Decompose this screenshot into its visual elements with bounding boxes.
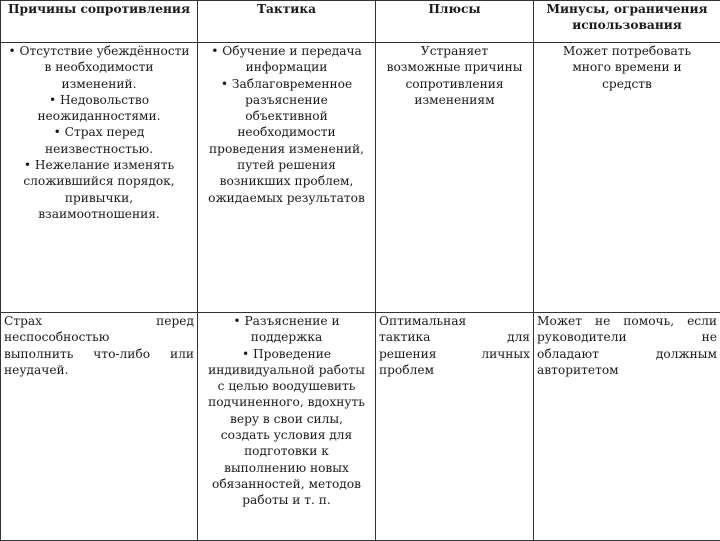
- header-text: использования: [537, 17, 717, 33]
- cell-word: тактика: [379, 329, 430, 345]
- cell-line: Устраняет: [379, 43, 530, 59]
- cell-word: Страх: [4, 313, 42, 329]
- cell-line: поддержка: [201, 329, 372, 345]
- cell-line: [537, 313, 717, 329]
- cell-line: • Нежелание изменять: [4, 157, 194, 173]
- cell-line: изменений.: [4, 76, 194, 92]
- cell-line: с целью воодушевить: [201, 378, 372, 394]
- table-row: [1, 313, 720, 541]
- cell-line: взаимоотношения.: [4, 206, 194, 222]
- cell-word: помочь,: [623, 313, 674, 329]
- cell-line: • Разъяснение и: [201, 313, 372, 329]
- cell-line: работы и т. п.: [201, 492, 372, 508]
- cell-line: [537, 329, 717, 345]
- cell-word: решения: [379, 346, 437, 362]
- cell-word: выполнить: [4, 346, 73, 362]
- cell-line: необходимости: [201, 124, 372, 140]
- cell-cons-2: [534, 313, 720, 541]
- cell-line: сопротивления: [379, 76, 530, 92]
- cell-word: перед: [156, 313, 194, 329]
- cell-causes-1: [1, 43, 198, 313]
- cell-line: путей решения: [201, 157, 372, 173]
- cell-word: что-либо: [93, 346, 150, 362]
- cell-line: подготовки к: [201, 443, 372, 459]
- header-text: Тактика: [201, 1, 372, 17]
- cell-line: неизвестностью.: [4, 141, 194, 157]
- table-header-row: [1, 1, 720, 43]
- cell-tactics-1: [198, 43, 376, 313]
- cell-line: обязанностей, методов: [201, 476, 372, 492]
- cell-line: [379, 329, 530, 345]
- header-text: Плюсы: [379, 1, 530, 17]
- cell-pros-1: [376, 43, 534, 313]
- cell-line: много времени и: [537, 59, 717, 75]
- cell-tactics-2: [198, 313, 376, 541]
- cell-line: неожиданностями.: [4, 108, 194, 124]
- cell-line: [379, 313, 530, 329]
- cell-word: Может: [537, 313, 582, 329]
- cell-line: проведения изменений,: [201, 141, 372, 157]
- cell-line: привычки,: [4, 190, 194, 206]
- cell-line: индивидуальной работы: [201, 362, 372, 378]
- header-text: Причины сопротивления: [4, 1, 194, 17]
- cell-word: не: [702, 329, 717, 345]
- cell-word: руководители: [537, 329, 627, 345]
- cell-line: авторитетом: [537, 362, 717, 378]
- cell-line: неудачей.: [4, 362, 194, 378]
- table-row: [1, 43, 720, 313]
- cell-line: [379, 346, 530, 362]
- cell-causes-2: [1, 313, 198, 541]
- cell-line: [4, 329, 194, 345]
- cell-word: если: [687, 313, 717, 329]
- cell-word: для: [507, 329, 530, 345]
- cell-line: • Страх перед: [4, 124, 194, 140]
- header-tactics: [198, 1, 376, 43]
- cell-word: не: [595, 313, 610, 329]
- header-pros: [376, 1, 534, 43]
- cell-word: личных: [481, 346, 530, 362]
- cell-pros-2: [376, 313, 534, 541]
- cell-line: • Отсутствие убеждённости: [4, 43, 194, 59]
- cell-word: неспособностью: [4, 329, 109, 345]
- cell-line: возникших проблем,: [201, 173, 372, 189]
- cell-word: должным: [656, 346, 717, 362]
- cell-word: обладают: [537, 346, 599, 362]
- cell-line: сложившийся порядок,: [4, 173, 194, 189]
- cell-line: в необходимости: [4, 59, 194, 75]
- cell-line: разъяснение: [201, 92, 372, 108]
- header-cons: [534, 1, 720, 43]
- cell-line: подчиненного, вдохнуть: [201, 394, 372, 410]
- cell-line: возможные причины: [379, 59, 530, 75]
- cell-line: ожидаемых результатов: [201, 190, 372, 206]
- cell-line: [537, 346, 717, 362]
- cell-word: Оптимальная: [379, 313, 466, 329]
- cell-line: • Проведение: [201, 346, 372, 362]
- cell-word: или: [170, 346, 194, 362]
- cell-line: [4, 346, 194, 362]
- cell-line: Может потребовать: [537, 43, 717, 59]
- cell-line: выполнению новых: [201, 460, 372, 476]
- cell-line: информации: [201, 59, 372, 75]
- cell-line: • Обучение и передача: [201, 43, 372, 59]
- header-resistance-causes: [1, 1, 198, 43]
- cell-line: изменениям: [379, 92, 530, 108]
- cell-line: проблем: [379, 362, 530, 378]
- cell-line: объективной: [201, 108, 372, 124]
- cell-cons-1: [534, 43, 720, 313]
- cell-line: • Недовольство: [4, 92, 194, 108]
- header-text: Минусы, ограничения: [537, 1, 717, 17]
- cell-line: веру в свои силы,: [201, 411, 372, 427]
- cell-line: создать условия для: [201, 427, 372, 443]
- cell-line: [4, 313, 194, 329]
- cell-line: средств: [537, 76, 717, 92]
- cell-line: • Заблаговременное: [201, 76, 372, 92]
